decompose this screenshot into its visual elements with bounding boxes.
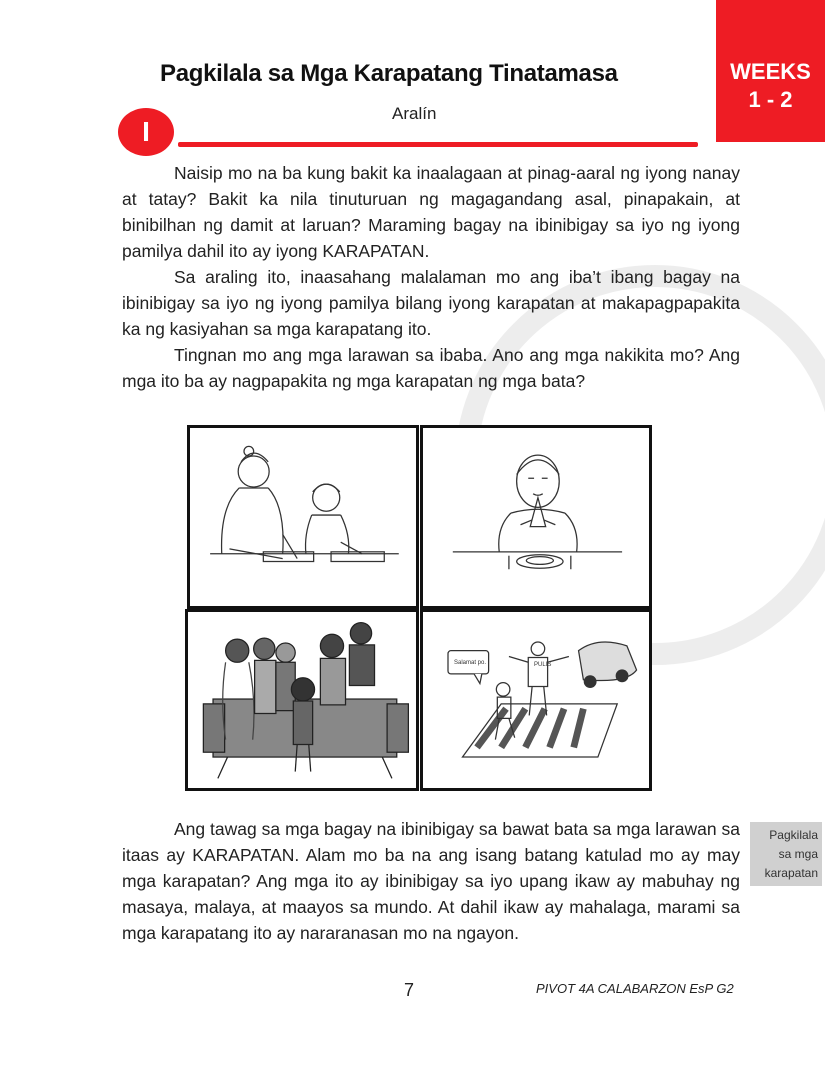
paragraph: Tingnan mo ang mga larawan sa ibaba. Ano ang mga nakikita mo? Ang mga ito ba ay nagpapakita ng mga karapatan ng mga bata?	[122, 345, 740, 391]
illustration-girl-praying	[420, 425, 652, 609]
section-divider	[178, 142, 698, 147]
paragraph: Ang tawag sa mga bagay na ibinibigay sa bawat bata sa mga larawan sa itaas ay KARAPATAN. Alam mo ba na ang isang batang katulad mo ay may mga karapatan? Ang mga ito ay ibinibigay sa iyo upang ikaw ay mabuhay ng masaya, malaya, at maayos sa mundo. At dahil ikaw ay mahalaga, marami sa mga karapatang ito ay nararanasan mo na ngayon.	[122, 819, 740, 943]
footer-code: PIVOT 4A CALABARZON EsP G2	[536, 981, 734, 996]
page-number: 7	[404, 980, 415, 1000]
side-note-line: sa mga	[778, 847, 818, 861]
closing-text	[122, 816, 740, 946]
side-note-line: karapatan	[764, 866, 818, 880]
weeks-tab	[716, 0, 825, 142]
illustration-police-crossing	[420, 609, 652, 791]
weeks-label: WEEKS	[730, 59, 811, 84]
police-shirt-text: PULIS	[534, 662, 552, 668]
illustration-mother-teaching	[187, 425, 419, 609]
side-note-line: Pagkilala	[769, 828, 818, 842]
page-title: Pagkilala sa Mga Karapatang Tinatamasa	[160, 60, 618, 87]
speech-bubble-text: Salamat po.	[454, 660, 487, 666]
intro-text	[122, 160, 740, 394]
section-name: Aralín	[392, 104, 437, 123]
paragraph: Naisip mo na ba kung bakit ka inaalagaan at pinag-aaral ng iyong nanay at tatay? Bakit ka nila tinuturuan ng magagandang asal, pinapakain, at binibilhan ng damit at laruan? Maraming bagay na ibinibigay sa iyo ng iyong pamilya dahil ito ay iyong KARAPATAN.	[122, 163, 740, 261]
side-note	[750, 822, 822, 886]
illustration-family-sofa	[185, 609, 419, 791]
weeks-range: 1 - 2	[748, 87, 793, 112]
section-letter-badge: I	[118, 108, 174, 156]
paragraph: Sa araling ito, inaasahang malalaman mo ang iba’t ibang bagay na ibinibigay sa iyo ng iyong pamilya bilang iyong karapatan at makapagpapakita ka ng kasiyahan sa mga karapatang ito.	[122, 267, 740, 339]
